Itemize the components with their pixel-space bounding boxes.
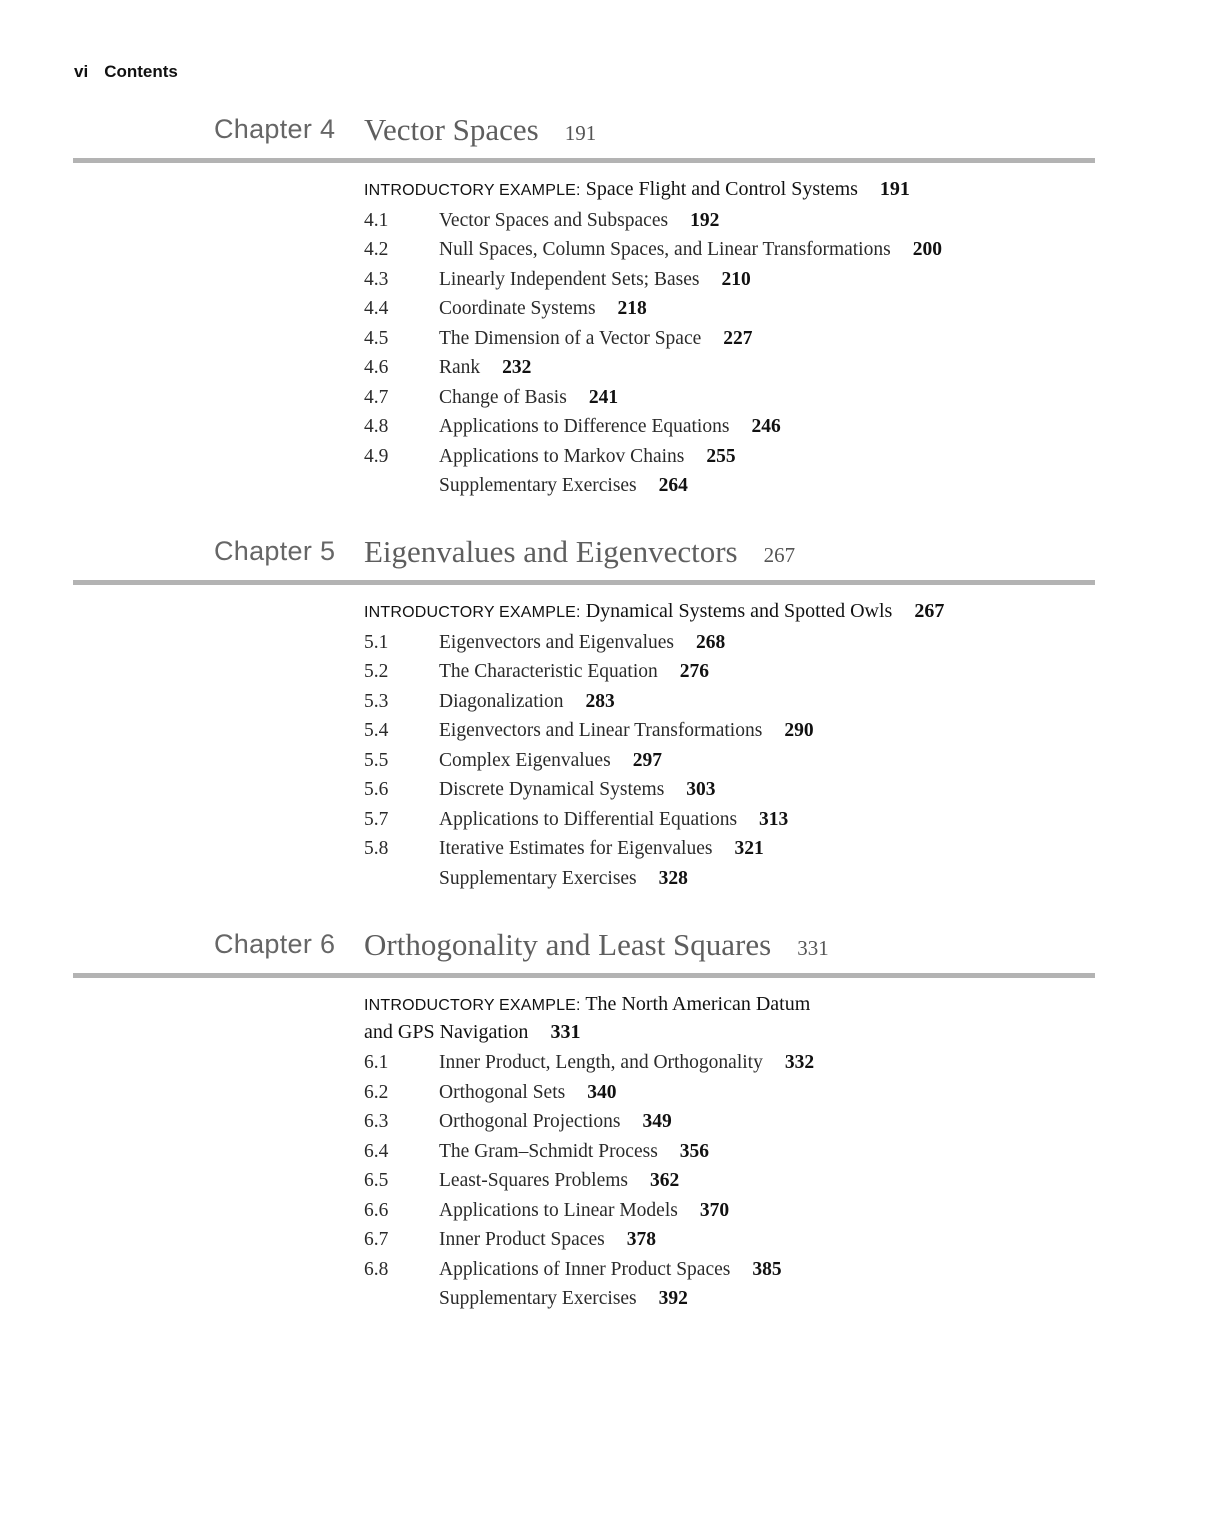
- section-title: Coordinate Systems: [439, 298, 596, 319]
- toc-entry[interactable]: [364, 471, 1124, 501]
- toc-entry[interactable]: [364, 628, 1124, 658]
- running-head-label: Contents: [104, 62, 178, 81]
- section-title: Rank: [439, 357, 481, 378]
- chapter-page: 191: [564, 121, 597, 145]
- section-title: Orthogonal Projections: [439, 1111, 621, 1132]
- intro-page: 191: [879, 178, 910, 200]
- section-title-group: [439, 1196, 729, 1226]
- introductory-example[interactable]: [364, 991, 904, 1045]
- section-title-group: [439, 412, 781, 442]
- section-page: 232: [502, 357, 532, 378]
- toc-entry[interactable]: [364, 746, 1124, 776]
- section-title: Orthogonal Sets: [439, 1081, 566, 1103]
- toc-entry[interactable]: [364, 294, 1124, 324]
- section-number: 4.6: [364, 357, 389, 378]
- section-page: 378: [626, 1229, 656, 1250]
- section-page: 303: [686, 779, 716, 800]
- toc-entry[interactable]: [364, 265, 1124, 295]
- section-title-group: [439, 1107, 672, 1137]
- toc-entry[interactable]: [364, 383, 1124, 413]
- section-list: [364, 628, 1124, 894]
- introductory-example[interactable]: [364, 598, 945, 628]
- section-title-group: [439, 1048, 814, 1078]
- intro-tag: INTRODUCTORY EXAMPLE:: [364, 604, 581, 621]
- chapter-heading: [0, 536, 1214, 580]
- section-list: [364, 206, 1124, 501]
- section-title-group: [439, 265, 751, 295]
- section-page: 340: [587, 1081, 617, 1103]
- chapter-page: 331: [797, 936, 829, 960]
- section-title: Change of Basis: [439, 386, 567, 408]
- section-number: 5.3: [364, 690, 389, 712]
- toc-entry[interactable]: [364, 324, 1124, 354]
- section-page: 362: [650, 1170, 680, 1191]
- section-page: 255: [706, 445, 736, 467]
- chapter-5: [0, 534, 1214, 889]
- section-page: 210: [721, 268, 751, 290]
- section-title-group: [439, 1225, 656, 1255]
- section-number: 4.4: [364, 298, 389, 319]
- intro-tag: INTRODUCTORY EXAMPLE:: [364, 182, 581, 199]
- section-page: 268: [696, 631, 726, 653]
- section-page: 241: [588, 386, 619, 408]
- section-title: Discrete Dynamical Systems: [439, 779, 665, 800]
- section-title: Supplementary Exercises: [439, 1288, 637, 1309]
- section-title-group: [439, 235, 942, 265]
- chapter-title-text: Orthogonality and Least Squares: [364, 927, 772, 962]
- section-title-group: [439, 1255, 782, 1285]
- section-title: Null Spaces, Column Spaces, and Linear Transformations: [439, 239, 891, 260]
- section-title-group: [439, 834, 764, 864]
- section-number: 4.2: [364, 239, 389, 260]
- section-title: Complex Eigenvalues: [439, 749, 611, 771]
- section-page: 313: [759, 808, 789, 830]
- section-title: Linearly Independent Sets; Bases: [439, 268, 700, 290]
- chapter-label: Chapter 5: [214, 536, 336, 566]
- section-number: 5.5: [364, 749, 389, 771]
- toc-entry[interactable]: [364, 1255, 1124, 1285]
- section-title-group: [439, 1166, 679, 1196]
- intro-title: Space Flight and Control Systems: [585, 178, 858, 200]
- page-number: vi: [74, 62, 89, 81]
- section-title-group: [439, 1137, 709, 1167]
- toc-entry[interactable]: [364, 687, 1124, 717]
- section-page: 290: [784, 720, 814, 741]
- chapter-4: [0, 112, 1214, 496]
- section-page: 349: [642, 1111, 672, 1132]
- section-title-group: [439, 687, 615, 717]
- toc-entry[interactable]: [364, 1166, 1124, 1196]
- chapter-6: [0, 927, 1214, 1309]
- section-number: 4.1: [364, 209, 389, 231]
- chapter-heading: [0, 929, 1214, 973]
- section-number: 6.8: [364, 1258, 389, 1280]
- section-page: 356: [679, 1140, 710, 1162]
- section-title: Applications of Inner Product Spaces: [439, 1258, 731, 1280]
- chapter-rule: [73, 973, 1095, 978]
- section-title-group: [439, 1078, 616, 1108]
- section-page: 192: [690, 209, 720, 231]
- section-title: Vector Spaces and Subspaces: [439, 209, 669, 231]
- section-page: 321: [734, 838, 764, 859]
- toc-entry[interactable]: [364, 1196, 1124, 1226]
- toc-entry[interactable]: [364, 1107, 1124, 1137]
- section-title-group: [439, 864, 688, 894]
- section-number: 5.2: [364, 661, 389, 682]
- intro-title-continued: and GPS Navigation: [364, 1021, 529, 1043]
- section-page: 246: [751, 416, 781, 437]
- introductory-example[interactable]: [364, 176, 910, 206]
- section-page: 227: [723, 327, 753, 349]
- section-title: The Dimension of a Vector Space: [439, 327, 702, 349]
- section-title: Applications to Linear Models: [439, 1199, 678, 1221]
- section-title-group: [439, 383, 618, 413]
- section-number: 4.8: [364, 416, 389, 437]
- section-number: 6.7: [364, 1229, 389, 1250]
- intro-page: 267: [914, 600, 945, 622]
- section-page: 276: [679, 661, 709, 682]
- section-title: Eigenvectors and Eigenvalues: [439, 631, 674, 653]
- intro-tag: INTRODUCTORY EXAMPLE:: [364, 997, 581, 1014]
- section-title: Least-Squares Problems: [439, 1170, 629, 1191]
- chapter-title[interactable]: [364, 927, 829, 963]
- chapter-title[interactable]: [364, 534, 795, 570]
- intro-title: The North American Datum: [585, 993, 811, 1015]
- running-head: [74, 62, 178, 82]
- section-title-group: [439, 353, 531, 383]
- section-title-group: [439, 471, 688, 501]
- chapter-label: Chapter 6: [214, 929, 336, 959]
- toc-entry[interactable]: [364, 657, 1124, 687]
- toc-entry[interactable]: [364, 412, 1124, 442]
- section-number: 5.1: [364, 631, 389, 653]
- section-title: Eigenvectors and Linear Transformations: [439, 720, 763, 741]
- section-list: [364, 1048, 1124, 1314]
- chapter-title-text: Eigenvalues and Eigenvectors: [364, 534, 738, 569]
- section-number: 5.6: [364, 779, 389, 800]
- section-title-group: [439, 746, 662, 776]
- section-number: 5.7: [364, 808, 389, 830]
- section-number: 4.7: [364, 386, 389, 408]
- section-number: 4.9: [364, 445, 389, 467]
- section-page: 218: [617, 298, 647, 319]
- chapter-rule: [73, 158, 1095, 163]
- section-title: Applications to Differential Equations: [439, 808, 738, 830]
- section-title: Supplementary Exercises: [439, 475, 637, 496]
- toc-entry[interactable]: [364, 834, 1124, 864]
- toc-entry[interactable]: [364, 1284, 1124, 1314]
- chapter-rule: [73, 580, 1095, 585]
- intro-page: 331: [550, 1021, 581, 1043]
- section-page: 392: [658, 1288, 688, 1309]
- section-title: The Gram–Schmidt Process: [439, 1140, 658, 1162]
- section-title-group: [439, 324, 753, 354]
- section-title: The Characteristic Equation: [439, 661, 658, 682]
- section-number: 6.1: [364, 1052, 389, 1073]
- section-number: 6.5: [364, 1170, 389, 1191]
- section-number: 6.2: [364, 1081, 389, 1103]
- chapter-heading: [0, 114, 1214, 158]
- section-page: 283: [585, 690, 615, 712]
- section-page: 385: [752, 1258, 782, 1280]
- section-title: Inner Product, Length, and Orthogonality: [439, 1052, 763, 1073]
- section-number: 5.8: [364, 838, 389, 859]
- toc-entry[interactable]: [364, 235, 1124, 265]
- section-title: Iterative Estimates for Eigenvalues: [439, 838, 713, 859]
- section-number: 6.6: [364, 1199, 389, 1221]
- toc-entry[interactable]: [364, 805, 1124, 835]
- section-title: Inner Product Spaces: [439, 1229, 605, 1250]
- chapter-entries: [364, 598, 1124, 893]
- section-title-group: [439, 657, 709, 687]
- section-title-group: [439, 805, 788, 835]
- section-title-group: [439, 1284, 688, 1314]
- section-title-group: [439, 628, 725, 658]
- intro-title: Dynamical Systems and Spotted Owls: [585, 600, 893, 622]
- section-number: 4.3: [364, 268, 389, 290]
- section-title: Applications to Difference Equations: [439, 416, 730, 437]
- chapter-entries: [364, 991, 1124, 1314]
- toc-entry[interactable]: [364, 716, 1124, 746]
- section-title: Supplementary Exercises: [439, 867, 637, 889]
- toc-entry[interactable]: [364, 1078, 1124, 1108]
- section-page: 328: [658, 867, 688, 889]
- section-number: 6.4: [364, 1140, 389, 1162]
- section-page: 370: [699, 1199, 730, 1221]
- toc-entry[interactable]: [364, 1137, 1124, 1167]
- toc-entry[interactable]: [364, 864, 1124, 894]
- toc-entry[interactable]: [364, 442, 1124, 472]
- section-number: 6.3: [364, 1111, 389, 1132]
- section-title-group: [439, 716, 814, 746]
- chapter-label: Chapter 4: [214, 114, 336, 144]
- chapter-title-text: Vector Spaces: [364, 112, 539, 147]
- toc-entry[interactable]: [364, 1048, 1124, 1078]
- section-title: Diagonalization: [439, 690, 564, 712]
- chapter-title[interactable]: [364, 112, 596, 148]
- section-page: 264: [658, 475, 688, 496]
- toc-entry[interactable]: [364, 353, 1124, 383]
- toc-entry[interactable]: [364, 206, 1124, 236]
- section-page: 200: [912, 239, 942, 260]
- section-number: 4.5: [364, 327, 389, 349]
- chapter-page: 267: [763, 543, 796, 567]
- chapter-entries: [364, 176, 1124, 501]
- section-page: 332: [784, 1052, 815, 1073]
- toc-entry[interactable]: [364, 1225, 1124, 1255]
- section-title-group: [439, 206, 719, 236]
- section-number: 5.4: [364, 720, 389, 741]
- section-page: 297: [632, 749, 662, 771]
- section-title-group: [439, 775, 716, 805]
- toc-entry[interactable]: [364, 775, 1124, 805]
- section-title-group: [439, 442, 736, 472]
- section-title-group: [439, 294, 647, 324]
- section-title: Applications to Markov Chains: [439, 445, 685, 467]
